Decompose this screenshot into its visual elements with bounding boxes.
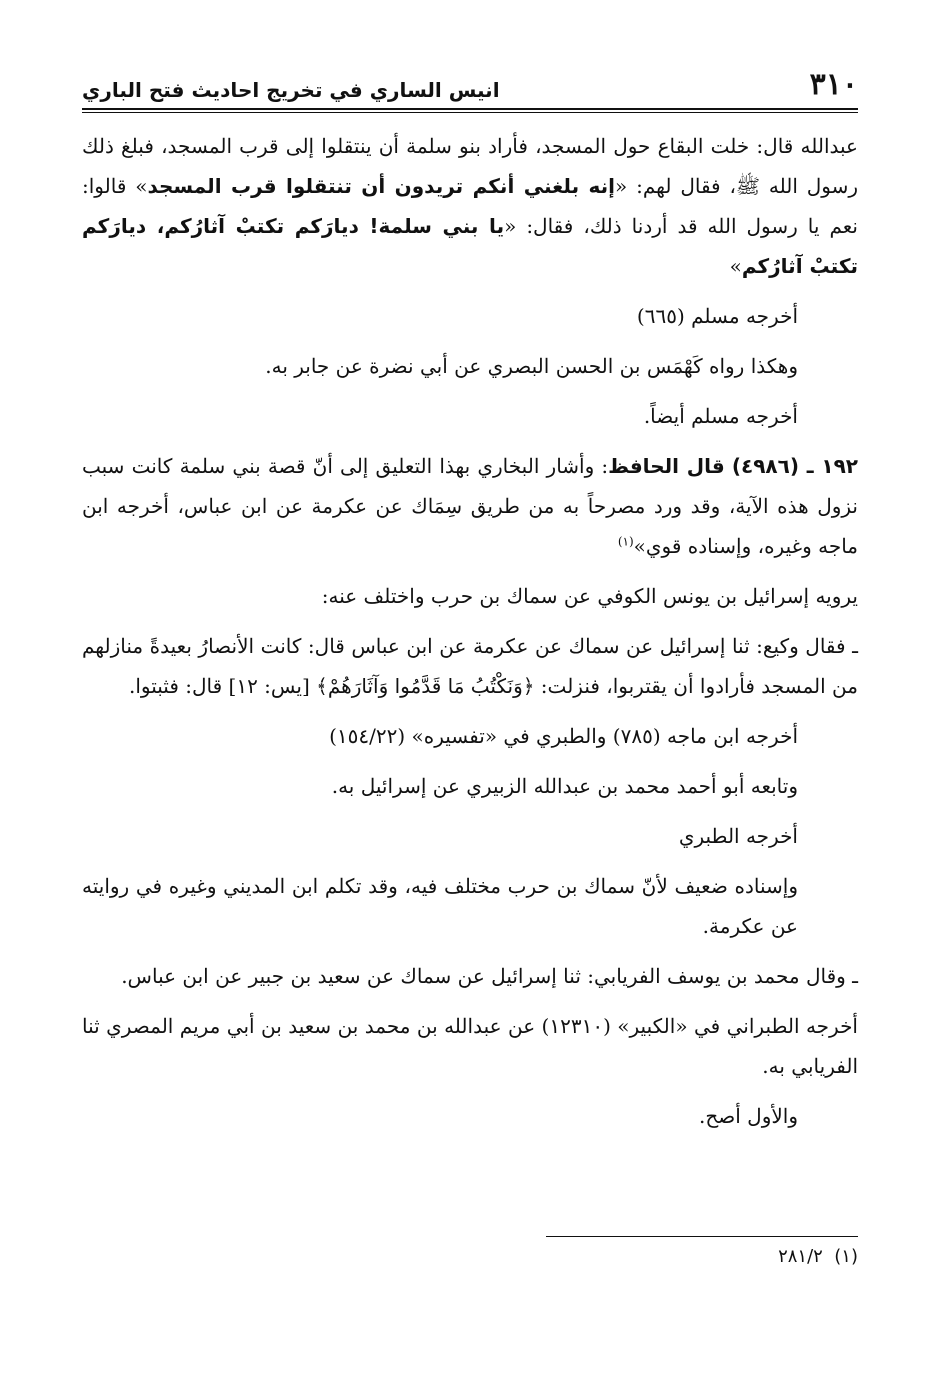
paragraph-faryabi: ـ وقال محمد بن يوسف الفريابي: ثنا إسرائيل عن سماك عن سعيد بن جبير عن ابن عباس.	[121, 964, 858, 988]
text-run: ـ فقال وكيع: ثنا إسرائيل عن سماك عن عكرمة عن ابن عباس قال: كانت الأنصارُ بعيدةً منازلهم من المسجد فأرادوا أن يقتربوا، فنزلت:	[82, 634, 858, 698]
quran-verse: ﴿وَنَكْتُبُ مَا قَدَّمُوا وَآثَارَهُمْ﴾	[316, 674, 535, 698]
paragraph-waki	[82, 626, 858, 706]
text-run: عبدالله قال: خلت البقاع حول المسجد، فأراد بنو سلمة أن ينتقلوا إلى قرب المسجد، فبلغ ذلك رسول الله ﷺ، فقال لهم: «	[82, 134, 859, 198]
paragraph-takhrij: أخرجه الطبراني في «الكبير» (١٢٣١٠) عن عبدالله بن محمد بن سعيد بن أبي مريم المصري ثنا الفريابي به.	[82, 1014, 858, 1078]
text-run: [يس: ١٢] قال: فثبتوا.	[128, 674, 317, 698]
footnote-rule	[546, 1236, 858, 1237]
text-run: : وأشار البخاري بهذا التعليق إلى أنّ قصة بني سلمة كانت سبب نزول هذه الآية، وقد ورد مصرحاً به من طريق سِمَاك عن عكرمة عن ابن عباس، أخرجه ابن ماجه وغيره، وإسناده قوي»	[82, 454, 858, 558]
paragraph-hadith-text	[82, 126, 858, 286]
entry-192	[82, 446, 858, 566]
paragraph-riwaya: وهكذا رواه كَهْمَس بن الحسن البصري عن أبي نضرة عن جابر به.	[265, 354, 798, 378]
paragraph-isnad: يرويه إسرائيل بن يونس الكوفي عن سماك بن حرب واختلف عنه:	[321, 584, 858, 608]
page-number: ٣١٠	[809, 67, 858, 102]
text-run: » قالوا: نعم يا رسول الله قد أردنا ذلك، فقال: «	[82, 174, 858, 238]
bold-quote: إنه بلغني أنكم تريدون أن تنتقلوا قرب المسجد	[147, 174, 616, 198]
bold-quote: يا بني سلمة! ديارَكم تكتبْ آثارُكم، ديارَكم تكتبْ آثارُكم	[82, 214, 858, 278]
page-body	[82, 126, 858, 1136]
paragraph-takhrij: أخرجه ابن ماجه (٧٨٥) والطبري في «تفسيره» (١٥٤/٢٢)	[329, 724, 798, 748]
paragraph-takhrij: أخرجه مسلم (٦٦٥)	[636, 304, 798, 328]
running-title: انيس الساري في تخريج احاديث فتح الباري	[82, 78, 500, 102]
footnote-marker: (١)	[617, 534, 634, 549]
entry-heading: قال الحافظ	[608, 454, 725, 478]
footnote-text: ٢٨١/٢	[778, 1246, 823, 1267]
paragraph-takhrij: أخرجه الطبري	[678, 824, 798, 848]
header-rule	[82, 108, 858, 113]
paragraph-mutaba: وتابعه أبو أحمد محمد بن عبدالله الزبيري عن إسرائيل به.	[331, 774, 798, 798]
text-run: »	[729, 254, 742, 278]
paragraph-conclusion: والأول أصح.	[699, 1104, 798, 1128]
footnote	[778, 1246, 858, 1267]
footnote-mark: (١)	[834, 1246, 858, 1267]
entry-number: ١٩٢ ـ (٤٩٨٦)	[731, 454, 858, 478]
paragraph-takhrij: أخرجه مسلم أيضاً.	[643, 404, 798, 428]
paragraph-judgment: وإسناده ضعيف لأنّ سماك بن حرب مختلف فيه، وقد تكلم ابن المديني وغيره في روايته عن عكرمة.	[82, 874, 798, 938]
page-header	[82, 66, 858, 102]
